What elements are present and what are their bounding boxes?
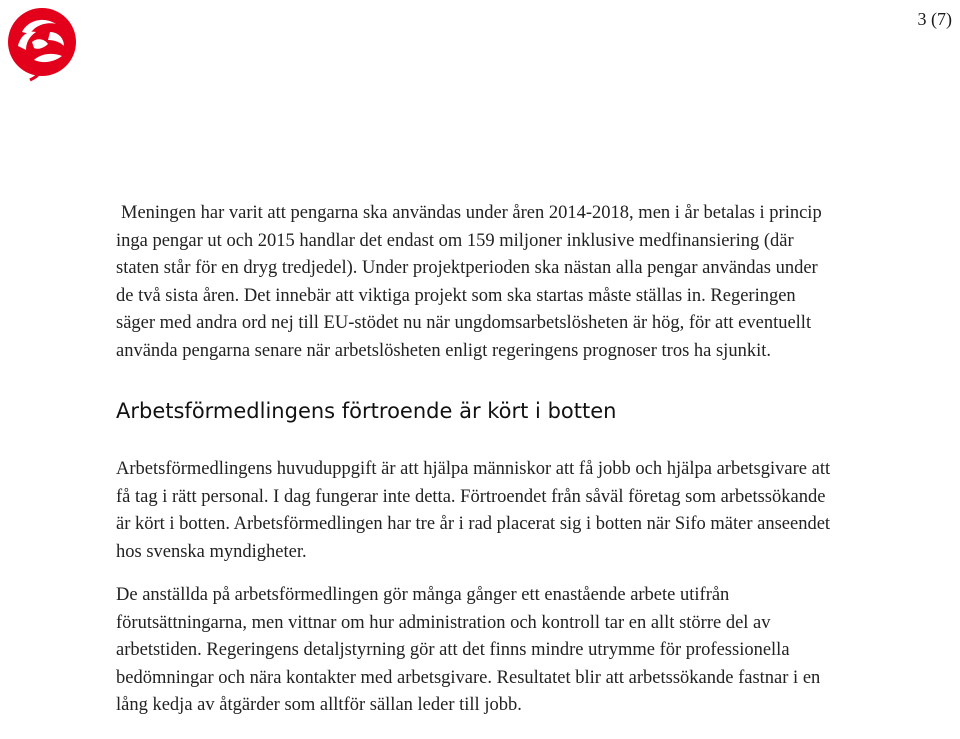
section-heading: Arbetsförmedlingens förtroende är kört i botten (116, 399, 617, 423)
paragraph-eu-funds: Meningen har varit att pengarna ska användas under åren 2014-2018, men i år betalas i princip inga pengar ut och 2015 handlar det endast om 159 miljoner inklusive medfinansiering (där staten står för en dryg tredjedel). Under projektperioden ska nästan alla pengar användas under de två sista åren. Det innebär att viktiga projekt som ska startas måste ställas in. Regeringen säger med andra ord nej till EU-stödet nu när ungdomsarbetslösheten är hög, för att eventuellt använda pengarna senare när arbetslösheten enligt regeringens prognoser tros ha sjunkit. (116, 203, 822, 361)
page-number: 3 (7) (917, 9, 952, 29)
document-body (116, 200, 836, 720)
paragraph-employees: De anställda på arbetsförmedlingen gör många gånger ett enastående arbete utifrån förutsättningarna, men vittnar om hur administration och kontroll tar en allt större del av arbetstiden. Regeringens detaljstyrning gör att det finns mindre utrymme för professionella bedömningar och nära kontakter med arbetsgivare. Resultatet blir att arbetssökande fastnar i en lång kedja av åtgärder som alltför sällan leder till jobb. (116, 585, 821, 715)
rose-logo-icon (4, 2, 80, 82)
paragraph-employment-service: Arbetsförmedlingens huvuduppgift är att hjälpa människor att få jobb och hjälpa arbetsgivare att få tag i rätt personal. I dag fungerar inte detta. Förtroendet från såväl företag som arbetssökande är kört i botten. Arbetsförmedlingen har tre år i rad placerat sig i botten när Sifo mäter anseendet hos svenska myndigheter. (116, 459, 831, 562)
